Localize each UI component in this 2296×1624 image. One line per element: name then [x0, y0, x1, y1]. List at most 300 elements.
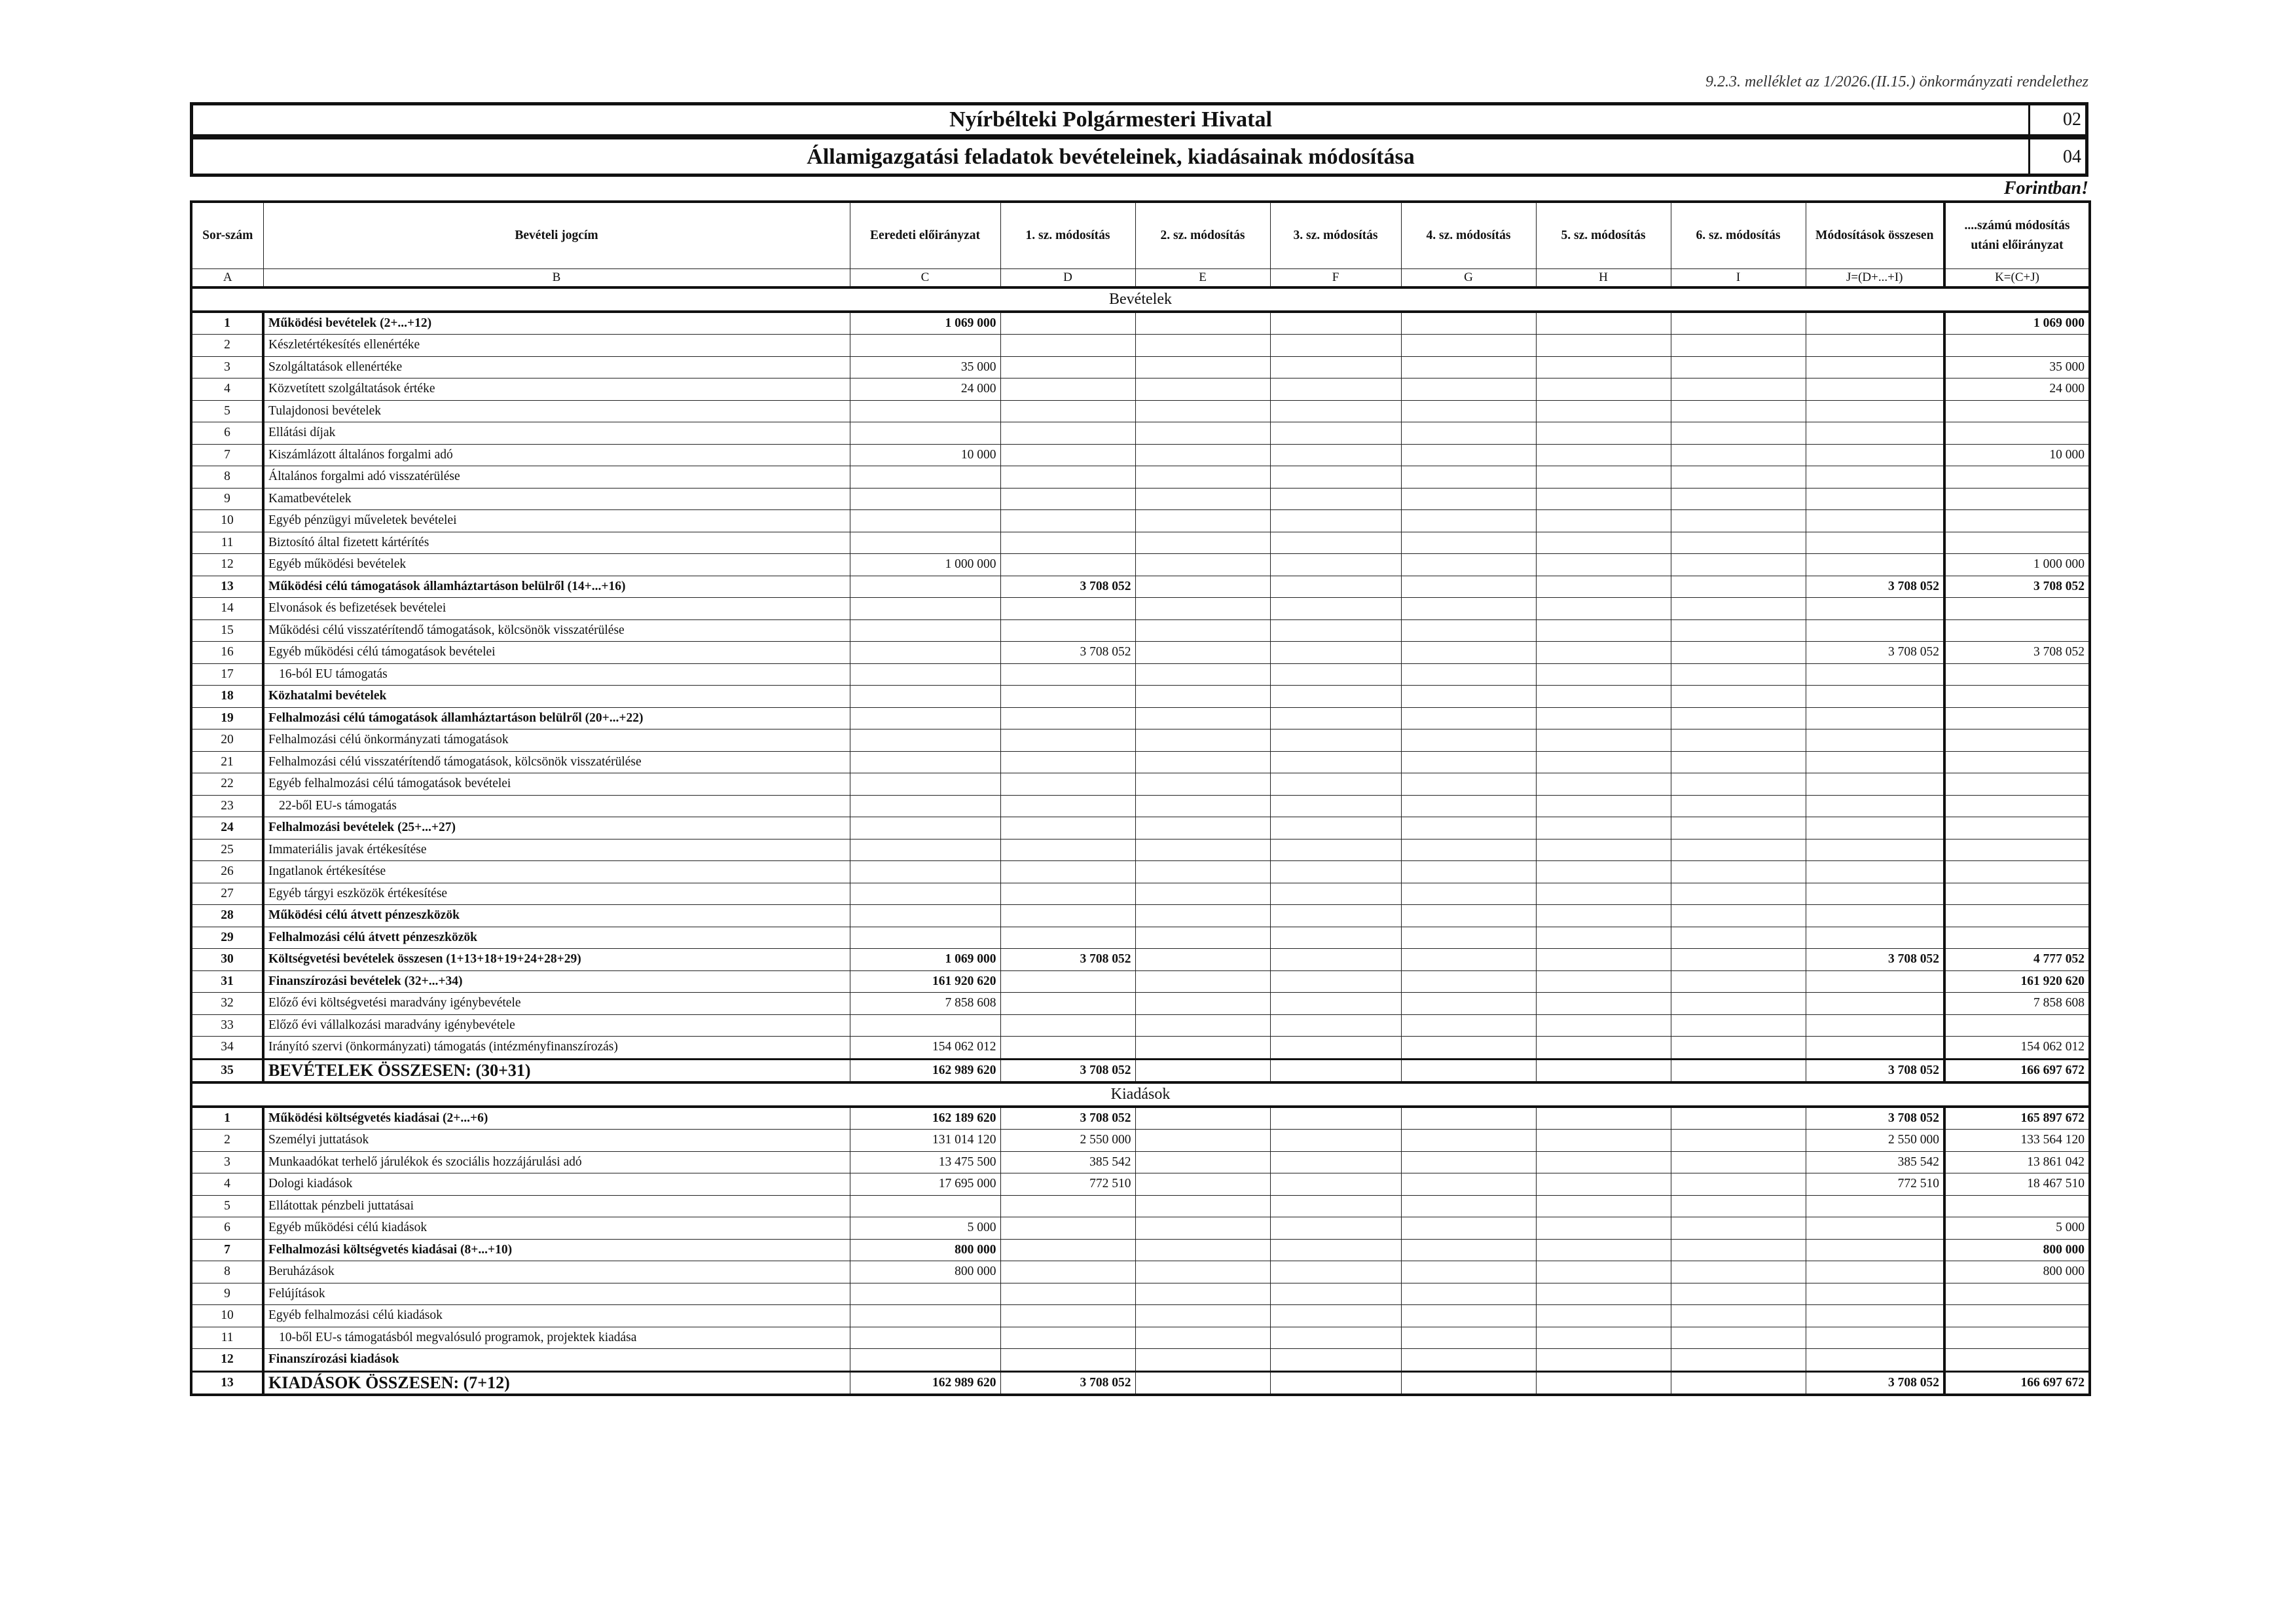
row-number: 35 [191, 1059, 263, 1082]
table-row [191, 663, 2090, 686]
mod1-value [1000, 488, 1135, 510]
row-label: Egyéb működési bevételek [263, 554, 850, 576]
original-value: 1 000 000 [850, 554, 1000, 576]
mod6-value [1671, 400, 1806, 422]
table-row [191, 905, 2090, 927]
mod2-value [1135, 1217, 1270, 1240]
mod2-value [1135, 861, 1270, 883]
final-value: 161 920 620 [1944, 970, 2090, 993]
mod5-value [1536, 1014, 1671, 1037]
mod6-value [1671, 839, 1806, 861]
mod2-value [1135, 444, 1270, 466]
mod3-value [1270, 686, 1401, 708]
mod6-value [1671, 1327, 1806, 1349]
mod-total-value [1806, 532, 1944, 554]
row-label: Ellátási díjak [263, 422, 850, 445]
mod-total-value [1806, 619, 1944, 642]
mod4-value [1401, 1059, 1536, 1082]
mod2-value [1135, 839, 1270, 861]
final-value [1944, 795, 2090, 817]
original-value [850, 905, 1000, 927]
mod3-value [1270, 729, 1401, 752]
row-label: Kiszámlázott általános forgalmi adó [263, 444, 850, 466]
original-value: 800 000 [850, 1239, 1000, 1261]
mod6-value [1671, 378, 1806, 401]
mod1-value [1000, 619, 1135, 642]
row-label: BEVÉTELEK ÖSSZESEN: (30+31) [263, 1059, 850, 1082]
mod5-value [1536, 1261, 1671, 1283]
row-label: Készletértékesítés ellenértéke [263, 335, 850, 357]
col-header-name: Bevételi jogcím [263, 202, 850, 269]
row-label: Felhalmozási célú támogatások államháztartáson belülről (20+...+22) [263, 707, 850, 729]
original-value [850, 1283, 1000, 1305]
mod6-value [1671, 1107, 1806, 1130]
mod3-value [1270, 927, 1401, 949]
mod3-value [1270, 1305, 1401, 1327]
mod2-value [1135, 532, 1270, 554]
mod3-value [1270, 1239, 1401, 1261]
mod4-value [1401, 949, 1536, 971]
mod4-value [1401, 532, 1536, 554]
original-value [850, 576, 1000, 598]
mod2-value [1135, 1327, 1270, 1349]
mod6-value [1671, 1173, 1806, 1196]
row-number: 25 [191, 839, 263, 861]
final-value [1944, 510, 2090, 532]
mod5-value [1536, 488, 1671, 510]
row-number: 9 [191, 1283, 263, 1305]
row-number: 8 [191, 466, 263, 489]
mod5-value [1536, 356, 1671, 378]
mod4-value [1401, 466, 1536, 489]
col-header-mod5: 5. sz. módosítás [1536, 202, 1671, 269]
final-value [1944, 686, 2090, 708]
annex-reference: 9.2.3. melléklet az 1/2026.(II.15.) önkormányzati rendelethez [1705, 73, 2088, 90]
row-label: Felhalmozási célú átvett pénzeszközök [263, 927, 850, 949]
row-label: Immateriális javak értékesítése [263, 839, 850, 861]
mod-total-value [1806, 1283, 1944, 1305]
table-row [191, 1327, 2090, 1349]
row-label: Működési költségvetés kiadásai (2+...+6) [263, 1107, 850, 1130]
mod2-value [1135, 1014, 1270, 1037]
row-number: 13 [191, 576, 263, 598]
mod4-value [1401, 1037, 1536, 1060]
original-value [850, 663, 1000, 686]
mod1-value: 2 550 000 [1000, 1130, 1135, 1152]
mod6-value [1671, 1371, 1806, 1395]
mod1-value [1000, 378, 1135, 401]
final-value [1944, 905, 2090, 927]
mod3-value [1270, 422, 1401, 445]
final-value: 18 467 510 [1944, 1173, 2090, 1196]
row-number: 23 [191, 795, 263, 817]
original-value [850, 598, 1000, 620]
mod1-value [1000, 1305, 1135, 1327]
mod2-value [1135, 312, 1270, 335]
final-value [1944, 663, 2090, 686]
table-row [191, 576, 2090, 598]
mod4-value [1401, 510, 1536, 532]
mod6-value [1671, 905, 1806, 927]
mod5-value [1536, 642, 1671, 664]
institution-header [190, 102, 2088, 136]
mod3-value [1270, 356, 1401, 378]
mod1-value [1000, 707, 1135, 729]
mod-total-value [1806, 663, 1944, 686]
mod3-value [1270, 642, 1401, 664]
table-row [191, 422, 2090, 445]
table-row [191, 686, 2090, 708]
mod-total-value [1806, 927, 1944, 949]
final-value: 800 000 [1944, 1239, 2090, 1261]
mod4-value [1401, 1239, 1536, 1261]
original-value [850, 1014, 1000, 1037]
mod-total-value [1806, 554, 1944, 576]
mod-total-value [1806, 335, 1944, 357]
mod2-value [1135, 1107, 1270, 1130]
mod1-value [1000, 400, 1135, 422]
mod4-value [1401, 356, 1536, 378]
row-number: 3 [191, 1151, 263, 1173]
final-value: 35 000 [1944, 356, 2090, 378]
mod3-value [1270, 949, 1401, 971]
row-label: Előző évi költségvetési maradvány igénybevétele [263, 993, 850, 1015]
mod4-value [1401, 642, 1536, 664]
mod3-value [1270, 598, 1401, 620]
mod6-value [1671, 686, 1806, 708]
mod5-value [1536, 1059, 1671, 1082]
mod4-value [1401, 861, 1536, 883]
mod-total-value [1806, 598, 1944, 620]
table-row [191, 335, 2090, 357]
row-label: Felhalmozási célú visszatérítendő támogatások, kölcsönök visszatérülése [263, 751, 850, 773]
col-letter: I [1671, 269, 1806, 288]
col-letter: G [1401, 269, 1536, 288]
mod4-value [1401, 576, 1536, 598]
row-label: Közvetített szolgáltatások értéke [263, 378, 850, 401]
mod2-value [1135, 1261, 1270, 1283]
final-value [1944, 466, 2090, 489]
mod6-value [1671, 773, 1806, 796]
mod5-value [1536, 1239, 1671, 1261]
row-label: 22-ből EU-s támogatás [263, 795, 850, 817]
mod1-value [1000, 532, 1135, 554]
col-header-mod-total: Módosítások összesen [1806, 202, 1944, 269]
original-value: 800 000 [850, 1261, 1000, 1283]
mod-total-value [1806, 1014, 1944, 1037]
mod3-value [1270, 1130, 1401, 1152]
mod2-value [1135, 642, 1270, 664]
mod3-value [1270, 905, 1401, 927]
row-number: 3 [191, 356, 263, 378]
table-row [191, 1037, 2090, 1060]
mod-total-value [1806, 1327, 1944, 1349]
mod-total-value [1806, 356, 1944, 378]
table-row [191, 839, 2090, 861]
mod6-value [1671, 1014, 1806, 1037]
mod5-value [1536, 554, 1671, 576]
mod1-value: 3 708 052 [1000, 1059, 1135, 1082]
final-value: 166 697 672 [1944, 1371, 2090, 1395]
row-label: Ellátottak pénzbeli juttatásai [263, 1195, 850, 1217]
original-value [850, 400, 1000, 422]
mod1-value [1000, 839, 1135, 861]
original-value [850, 1349, 1000, 1372]
mod3-value [1270, 1173, 1401, 1196]
table-row [191, 1305, 2090, 1327]
mod3-value [1270, 1014, 1401, 1037]
final-value [1944, 773, 2090, 796]
mod4-value [1401, 729, 1536, 752]
mod-total-value: 2 550 000 [1806, 1130, 1944, 1152]
mod6-value [1671, 510, 1806, 532]
col-letter: H [1536, 269, 1671, 288]
section-row [191, 287, 2090, 312]
mod3-value [1270, 883, 1401, 905]
mod-total-value [1806, 729, 1944, 752]
final-value [1944, 751, 2090, 773]
mod2-value [1135, 883, 1270, 905]
mod6-value [1671, 312, 1806, 335]
title-code: 04 [2063, 147, 2081, 167]
mod4-value [1401, 378, 1536, 401]
original-value [850, 729, 1000, 752]
original-value [850, 861, 1000, 883]
row-label: Biztosító által fizetett kártérítés [263, 532, 850, 554]
mod1-value: 3 708 052 [1000, 1371, 1135, 1395]
table-row [191, 861, 2090, 883]
mod5-value [1536, 817, 1671, 840]
mod5-value [1536, 1130, 1671, 1152]
col-header-mod2: 2. sz. módosítás [1135, 202, 1270, 269]
mod3-value [1270, 1283, 1401, 1305]
final-value [1944, 1195, 2090, 1217]
mod3-value [1270, 466, 1401, 489]
mod-total-value [1806, 751, 1944, 773]
mod6-value [1671, 488, 1806, 510]
mod5-value [1536, 729, 1671, 752]
mod2-value [1135, 1059, 1270, 1082]
mod-total-value [1806, 839, 1944, 861]
final-value [1944, 1283, 2090, 1305]
mod6-value [1671, 619, 1806, 642]
mod1-value: 3 708 052 [1000, 576, 1135, 598]
original-value [850, 1327, 1000, 1349]
mod6-value [1671, 1305, 1806, 1327]
mod5-value [1536, 466, 1671, 489]
mod4-value [1401, 1130, 1536, 1152]
mod3-value [1270, 554, 1401, 576]
mod6-value [1671, 422, 1806, 445]
table-row [191, 795, 2090, 817]
mod2-value [1135, 356, 1270, 378]
mod3-value [1270, 1261, 1401, 1283]
mod-total-value [1806, 510, 1944, 532]
row-label: Általános forgalmi adó visszatérülése [263, 466, 850, 489]
row-number: 7 [191, 444, 263, 466]
mod1-value: 3 708 052 [1000, 642, 1135, 664]
mod2-value [1135, 466, 1270, 489]
mod4-value [1401, 883, 1536, 905]
mod4-value [1401, 707, 1536, 729]
mod4-value [1401, 1349, 1536, 1372]
mod4-value [1401, 1195, 1536, 1217]
col-letter: C [850, 269, 1000, 288]
mod4-value [1401, 839, 1536, 861]
mod4-value [1401, 598, 1536, 620]
original-value: 35 000 [850, 356, 1000, 378]
mod-total-value: 3 708 052 [1806, 576, 1944, 598]
mod2-value [1135, 663, 1270, 686]
table-row [191, 729, 2090, 752]
row-number: 28 [191, 905, 263, 927]
original-value [850, 817, 1000, 840]
mod1-value [1000, 927, 1135, 949]
row-label: Felhalmozási költségvetés kiadásai (8+...+10) [263, 1239, 850, 1261]
mod4-value [1401, 444, 1536, 466]
mod1-value [1000, 356, 1135, 378]
mod6-value [1671, 707, 1806, 729]
mod3-value [1270, 817, 1401, 840]
mod6-value [1671, 970, 1806, 993]
mod6-value [1671, 883, 1806, 905]
mod6-value [1671, 554, 1806, 576]
mod2-value [1135, 576, 1270, 598]
mod2-value [1135, 970, 1270, 993]
mod6-value [1671, 1151, 1806, 1173]
mod2-value [1135, 1173, 1270, 1196]
mod4-value [1401, 619, 1536, 642]
original-value [850, 1195, 1000, 1217]
mod2-value [1135, 378, 1270, 401]
row-label: 16-ból EU támogatás [263, 663, 850, 686]
original-value [850, 1305, 1000, 1327]
mod6-value [1671, 729, 1806, 752]
original-value: 162 189 620 [850, 1107, 1000, 1130]
original-value: 131 014 120 [850, 1130, 1000, 1152]
table-row [191, 554, 2090, 576]
col-letter: K=(C+J) [1944, 269, 2090, 288]
row-label: Működési célú átvett pénzeszközök [263, 905, 850, 927]
table-row [191, 883, 2090, 905]
mod6-value [1671, 663, 1806, 686]
original-value [850, 422, 1000, 445]
mod1-value [1000, 312, 1135, 335]
table-row [191, 1014, 2090, 1037]
col-header-mod4: 4. sz. módosítás [1401, 202, 1536, 269]
mod3-value [1270, 488, 1401, 510]
mod6-value [1671, 1037, 1806, 1060]
mod3-value [1270, 861, 1401, 883]
mod-total-value [1806, 1037, 1944, 1060]
mod2-value [1135, 510, 1270, 532]
original-value: 24 000 [850, 378, 1000, 401]
final-value [1944, 619, 2090, 642]
row-number: 20 [191, 729, 263, 752]
mod3-value [1270, 993, 1401, 1015]
original-value [850, 466, 1000, 489]
mod-total-value [1806, 861, 1944, 883]
mod1-value [1000, 554, 1135, 576]
mod5-value [1536, 619, 1671, 642]
row-label: Egyéb felhalmozási célú támogatások bevételei [263, 773, 850, 796]
mod5-value [1536, 1217, 1671, 1240]
row-number: 32 [191, 993, 263, 1015]
table-body [191, 287, 2090, 1395]
mod5-value [1536, 1327, 1671, 1349]
mod1-value [1000, 773, 1135, 796]
table-row [191, 773, 2090, 796]
mod1-value [1000, 1327, 1135, 1349]
budget-table [190, 200, 2091, 1396]
table-row [191, 312, 2090, 335]
table-row [191, 444, 2090, 466]
mod2-value [1135, 729, 1270, 752]
row-label: Kamatbevételek [263, 488, 850, 510]
final-value: 1 000 000 [1944, 554, 2090, 576]
row-number: 4 [191, 378, 263, 401]
row-label: Finanszírozási bevételek (32+...+34) [263, 970, 850, 993]
mod3-value [1270, 378, 1401, 401]
final-value: 7 858 608 [1944, 993, 2090, 1015]
row-number: 27 [191, 883, 263, 905]
mod2-value [1135, 1283, 1270, 1305]
row-label: Elvonások és befizetések bevételei [263, 598, 850, 620]
mod3-value [1270, 1151, 1401, 1173]
mod4-value [1401, 927, 1536, 949]
table-row [191, 598, 2090, 620]
mod1-value [1000, 1014, 1135, 1037]
mod4-value [1401, 751, 1536, 773]
mod4-value [1401, 1327, 1536, 1349]
mod3-value [1270, 335, 1401, 357]
table-row [191, 1059, 2090, 1082]
mod3-value [1270, 1327, 1401, 1349]
mod6-value [1671, 927, 1806, 949]
original-value: 161 920 620 [850, 970, 1000, 993]
mod6-value [1671, 949, 1806, 971]
original-value [850, 707, 1000, 729]
table-row [191, 356, 2090, 378]
mod1-value [1000, 1349, 1135, 1372]
mod-total-value [1806, 773, 1944, 796]
mod6-value [1671, 1349, 1806, 1372]
mod1-value [1000, 993, 1135, 1015]
mod5-value [1536, 1371, 1671, 1395]
mod5-value [1536, 927, 1671, 949]
row-number: 24 [191, 817, 263, 840]
row-number: 13 [191, 1371, 263, 1395]
mod5-value [1536, 773, 1671, 796]
mod1-value [1000, 1217, 1135, 1240]
mod6-value [1671, 335, 1806, 357]
row-label: Dologi kiadások [263, 1173, 850, 1196]
row-number: 34 [191, 1037, 263, 1060]
mod5-value [1536, 510, 1671, 532]
institution-name: Nyírbélteki Polgármesteri Hivatal [193, 105, 2030, 134]
mod-total-value [1806, 883, 1944, 905]
row-label: Irányító szervi (önkormányzati) támogatás (intézményfinanszírozás) [263, 1037, 850, 1060]
row-number: 2 [191, 1130, 263, 1152]
table-row [191, 927, 2090, 949]
row-label: Tulajdonosi bevételek [263, 400, 850, 422]
mod6-value [1671, 993, 1806, 1015]
mod1-value [1000, 729, 1135, 752]
mod2-value [1135, 949, 1270, 971]
mod3-value [1270, 663, 1401, 686]
final-value: 154 062 012 [1944, 1037, 2090, 1060]
mod2-value [1135, 795, 1270, 817]
